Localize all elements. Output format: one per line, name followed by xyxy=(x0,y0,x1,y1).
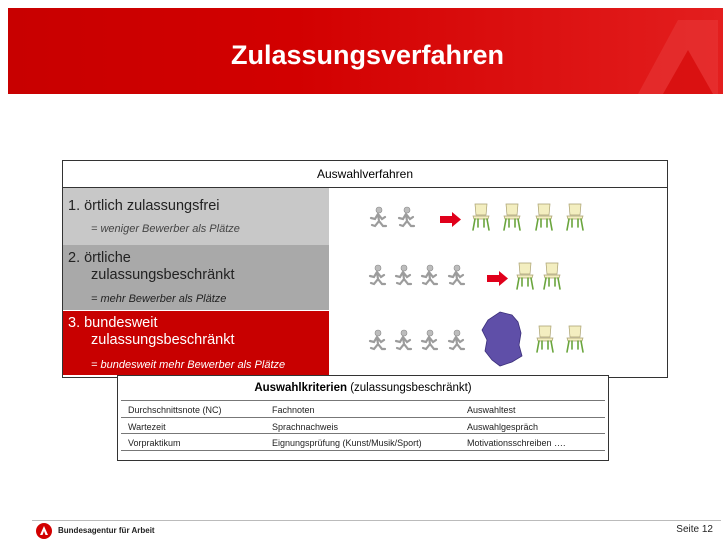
criteria-cell: Auswahlgespräch xyxy=(467,422,539,432)
table-header: Auswahlverfahren xyxy=(63,161,667,188)
divider xyxy=(121,417,605,418)
row-label-line1: 3. bundesweit xyxy=(68,315,158,331)
divider xyxy=(121,400,605,401)
row-local-free xyxy=(63,188,329,245)
criteria-cell: Vorpraktikum xyxy=(128,438,181,448)
row-label-line2: zulassungsbeschränkt xyxy=(91,332,235,348)
criteria-cell: Auswahltest xyxy=(467,405,516,415)
criteria-cell: Durchschnittsnote (NC) xyxy=(128,405,222,415)
row-local-restricted xyxy=(63,245,329,310)
criteria-cell: Motivationsschreiben …. xyxy=(467,438,566,448)
agency-logo-icon xyxy=(36,523,52,539)
row-national-restricted xyxy=(63,311,329,375)
row-label: 1. örtlich zulassungsfrei xyxy=(68,198,220,214)
row-label xyxy=(68,315,234,349)
criteria-box xyxy=(117,375,609,461)
criteria-cell: Wartezeit xyxy=(128,422,166,432)
footer-org-name: Bundesagentur für Arbeit xyxy=(58,526,155,535)
page-title: Zulassungsverfahren xyxy=(230,40,505,70)
criteria-cell: Eignungsprüfung (Kunst/Musik/Sport) xyxy=(272,438,422,448)
criteria-cell: Fachnoten xyxy=(272,405,315,415)
row-label xyxy=(68,250,234,284)
divider xyxy=(121,450,605,451)
page-number: Seite 12 xyxy=(676,524,713,535)
row-note: = weniger Bewerber als Plätze xyxy=(91,223,240,235)
row-label-line2: zulassungsbeschränkt xyxy=(91,267,235,283)
row-label-line1: 2. örtliche xyxy=(68,250,131,266)
row-note: = bundesweit mehr Bewerber als Plätze xyxy=(91,359,286,371)
footer-divider xyxy=(32,520,721,521)
criteria-title: Auswahlkriterien (zulassungsbeschränkt) xyxy=(254,382,472,394)
divider xyxy=(121,433,605,434)
criteria-cell: Sprachnachweis xyxy=(272,422,339,432)
row-note: = mehr Bewerber als Plätze xyxy=(91,293,227,305)
